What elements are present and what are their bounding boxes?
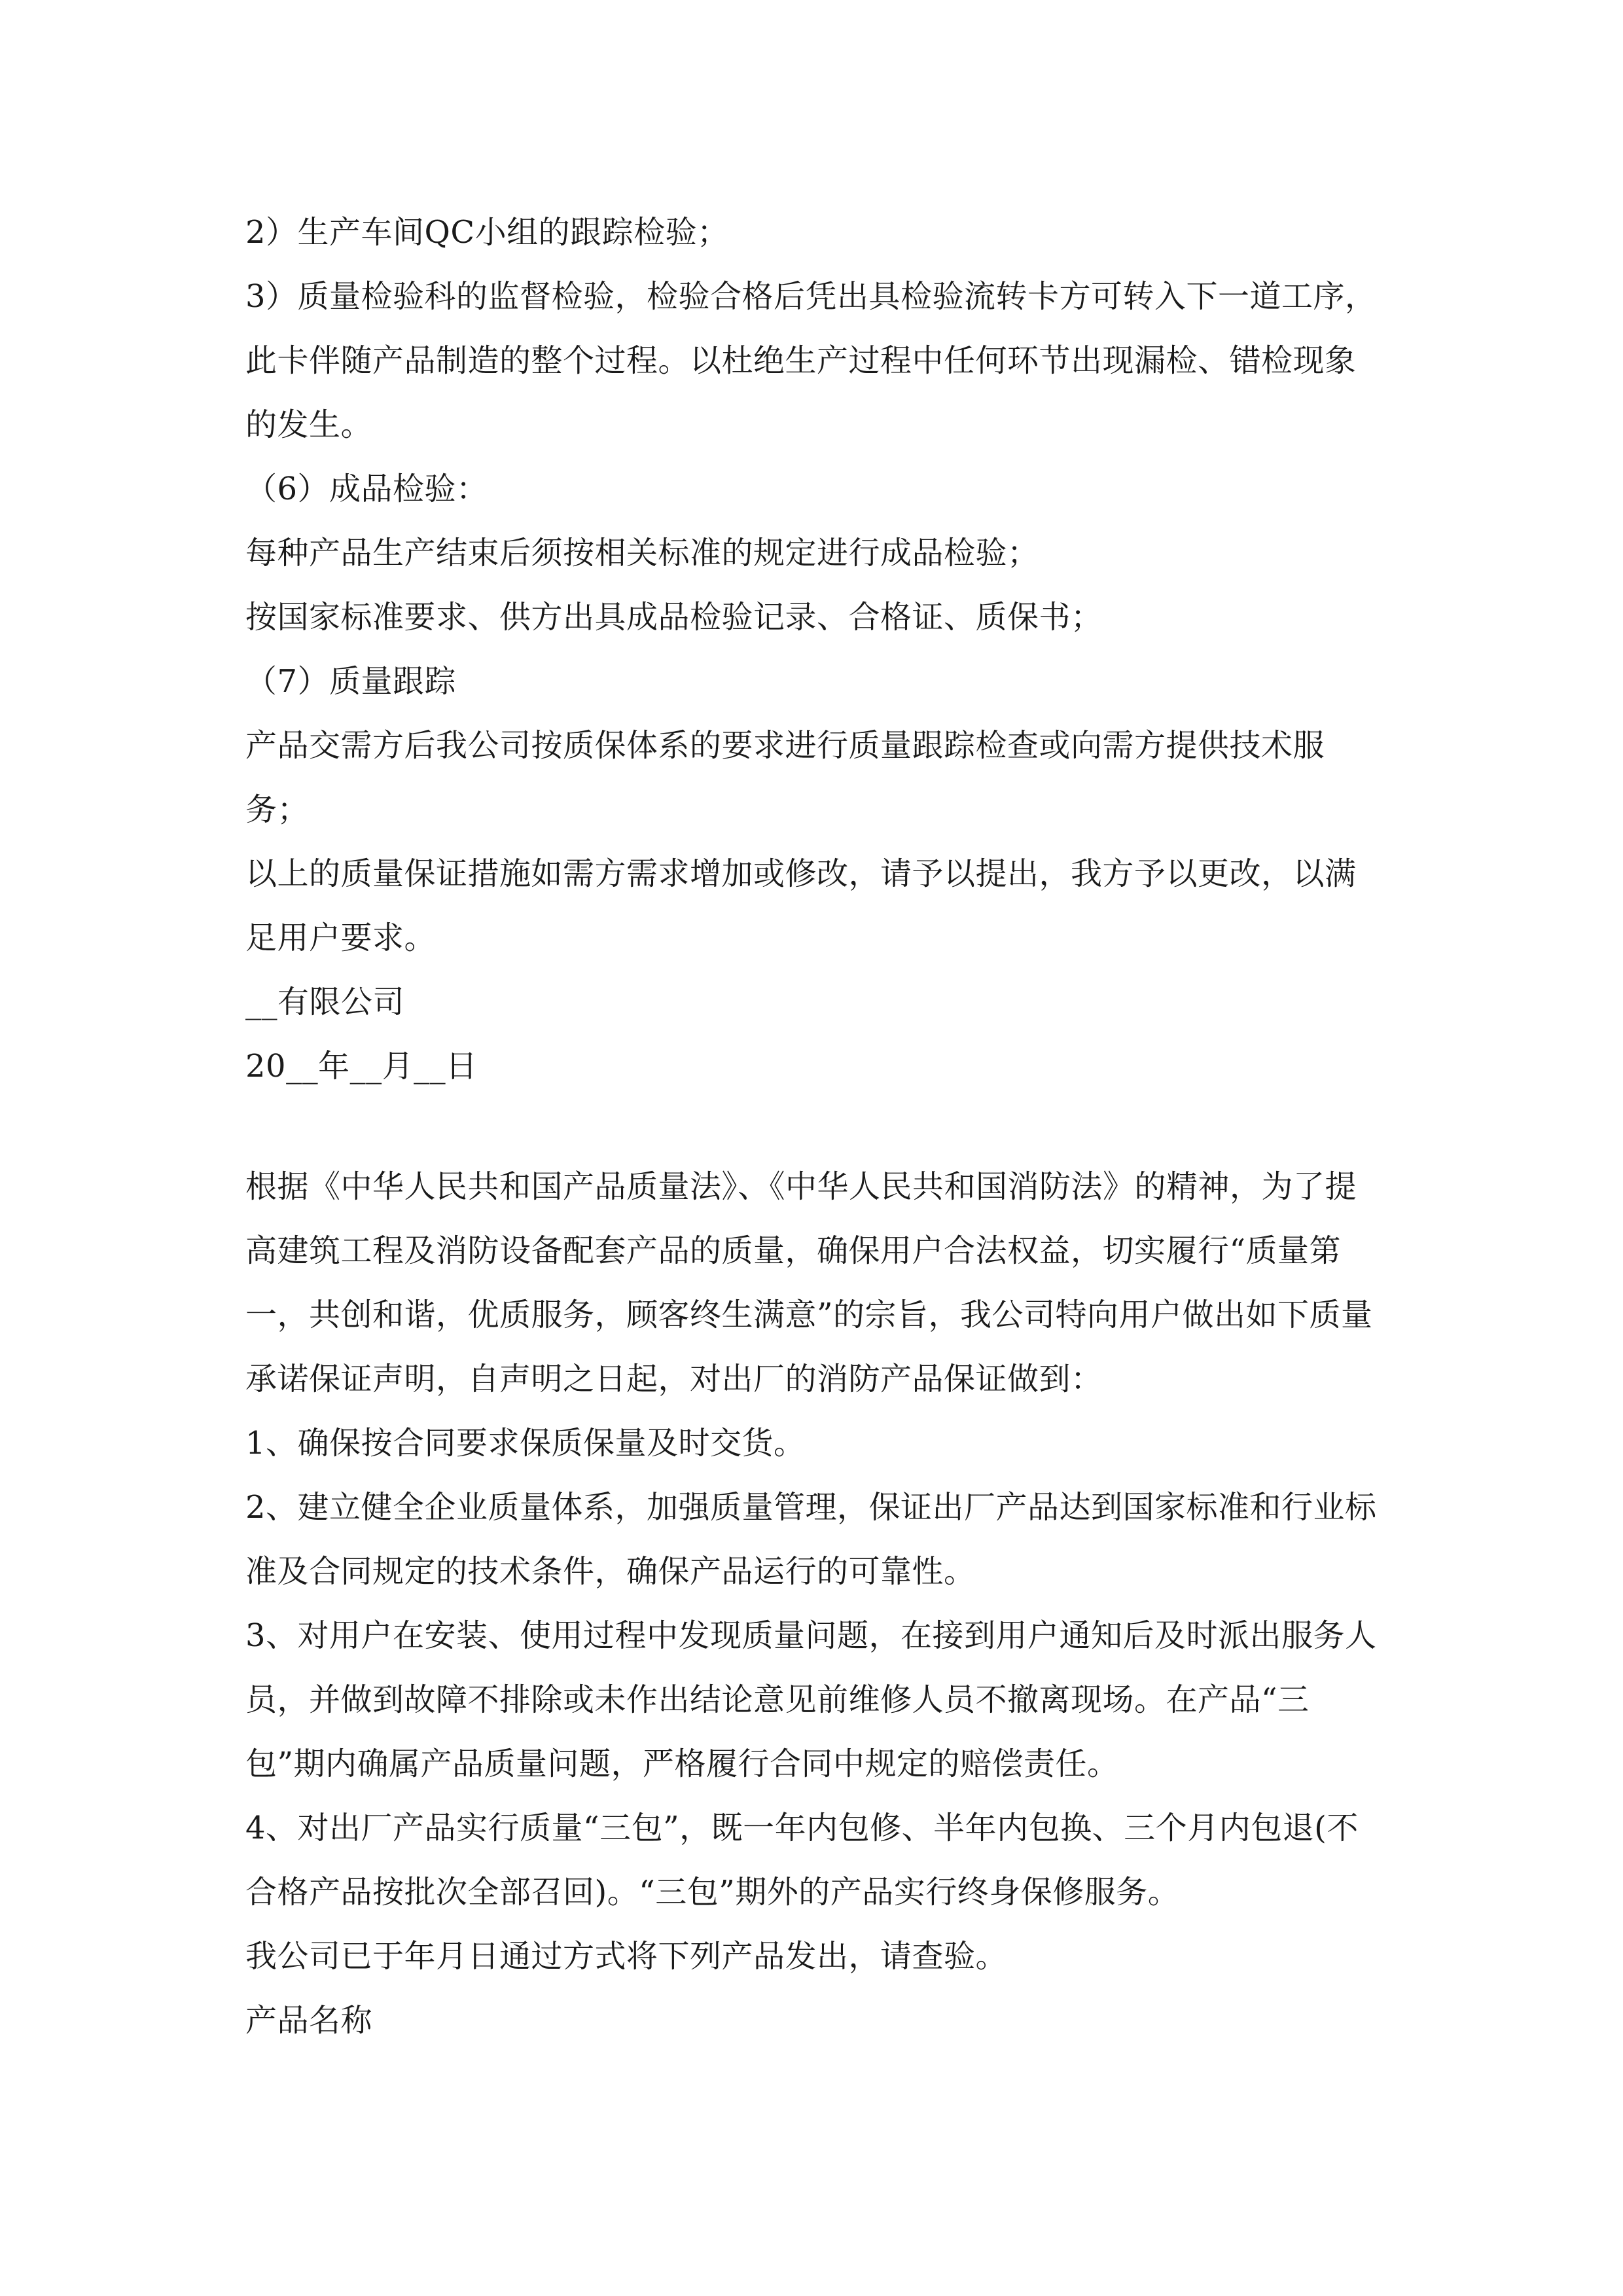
heading-quality-tracking: （7）质量跟踪: [245, 663, 457, 700]
quality-measures-section: [245, 200, 1387, 1098]
paragraph-quality-tracking: 产品交需方后我公司按质保体系的要求进行质量跟踪检查或向需方提供技术服务；: [245, 727, 1325, 828]
commitment-item-2: 2、建立健全企业质量体系，加强质量管理，保证出厂产品达到国家标准和行业标准及合同规定的技术条件，确保产品运行的可靠性。: [245, 1489, 1377, 1590]
signature-date: 20__年__月__日: [245, 1048, 478, 1085]
commitment-item-4: 4、对出厂产品实行质量“三包”，既一年内包修、半年内包换、三个月内包退(不合格产品按批次全部召回)。“三包”期外的产品实行终身保修服务。: [245, 1810, 1359, 1910]
commitment-item-3: 3、对用户在安装、使用过程中发现质量问题，在接到用户通知后及时派出服务人员，并做到故障不排除或未作出结论意见前维修人员不撤离现场。在产品“三包”期内确属产品质量问题，严格履行合同中规定的赔偿责任。: [245, 1617, 1377, 1782]
heading-finished-inspection: （6）成品检验：: [245, 471, 488, 507]
quality-commitment-section: [245, 1155, 1387, 2053]
paragraph-national-standard: 按国家标准要求、供方出具成品检验记录、合格证、质保书；: [245, 599, 1103, 636]
paragraph-workshop-qc: 2）生产车间QC小组的跟踪检验；: [245, 214, 729, 251]
paragraph-modification-request: 以上的质量保证措施如需方需求增加或修改，请予以提出，我方予以更改，以满足用户要求。: [245, 855, 1357, 956]
paragraph-commitment-intro: 根据《中华人民共和国产品质量法》、《中华人民共和国消防法》的精神，为了提高建筑工程及消防设备配套产品的质量，确保用户合法权益，切实履行“质量第一，共创和谐，优质服务，顾客终生满意”的宗旨，我公司特向用户做出如下质量承诺保证声明，自声明之日起，对出厂的消防产品保证做到：: [245, 1168, 1373, 1397]
label-product-name: 产品名称: [245, 2002, 373, 2039]
paragraph-supervision-inspection: 3）质量检验科的监督检验，检验合格后凭出具检验流转卡方可转入下一道工序，此卡伴随产品制造的整个过程。以杜绝生产过程中任何环节出现漏检、错检现象的发生。: [245, 278, 1377, 443]
commitment-item-1: 1、确保按合同要求保质保量及时交货。: [245, 1425, 806, 1462]
company-signature: __有限公司: [245, 984, 405, 1020]
paragraph-shipment-notice: 我公司已于年月日通过方式将下列产品发出，请查验。: [245, 1938, 1008, 1975]
paragraph-finished-inspection: 每种产品生产结束后须按相关标准的规定进行成品检验；: [245, 535, 1039, 571]
